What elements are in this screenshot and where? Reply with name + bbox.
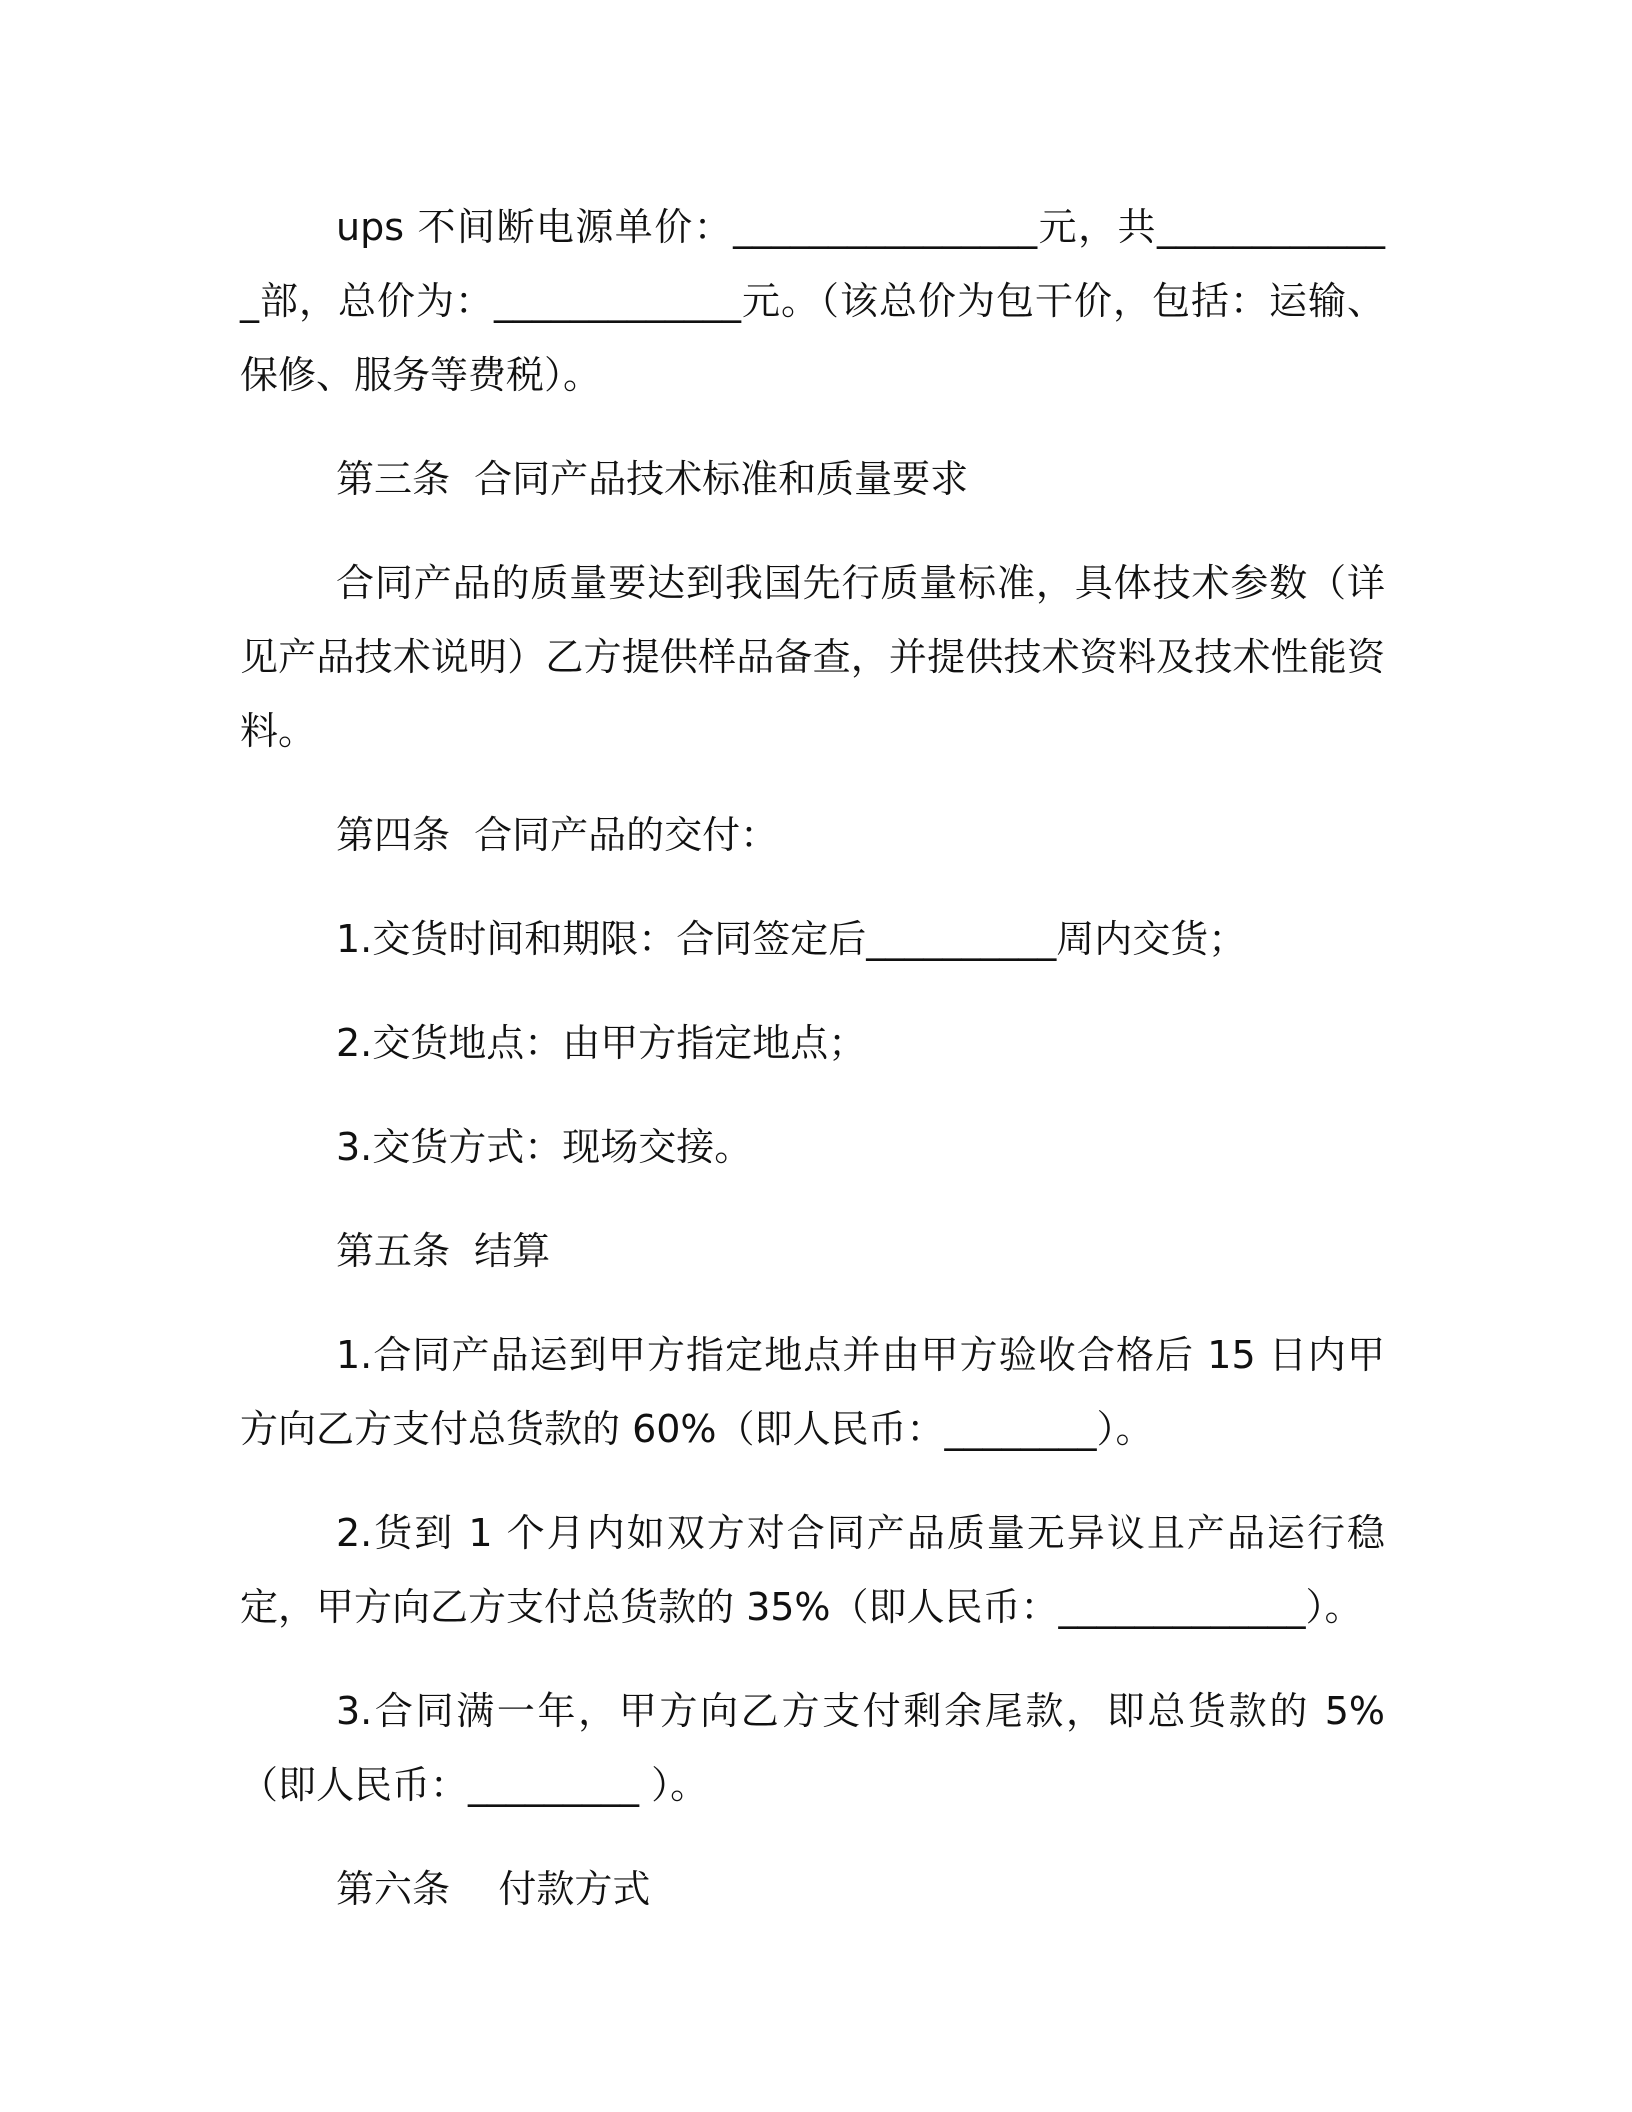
article-4-heading: 第四条 合同产品的交付：: [336, 813, 779, 857]
article-3-body: 合同产品的质量要达到我国先行质量标准，具体技术参数（详见产品技术说明）乙方提供样品备查，并提供技术资料及技术性能资料。: [240, 561, 1385, 753]
article-6-heading: 第六条 付款方式: [336, 1867, 651, 1911]
article-3-heading: 第三条 合同产品技术标准和质量要求: [336, 457, 969, 501]
article-4-item-3: 3.交货方式：现场交接。: [336, 1125, 753, 1169]
document-body: [240, 190, 1385, 1956]
article-5-item-3: 3.合同满一年，甲方向乙方支付剩余尾款，即总货款的 5%（即人民币：_________ ）。: [240, 1689, 1385, 1807]
article-5-item-1: 1.合同产品运到甲方指定地点并由甲方验收合格后 15 日内甲方向乙方支付总货款的 60%（即人民币：________）。: [240, 1333, 1385, 1451]
ups-price-paragraph: ups 不间断电源单价：________________元，共_____________部，总价为：_____________元。（该总价为包干价，包括：运输、保修、服务等费税）。: [240, 205, 1385, 397]
article-5-item-2: 2.货到 1 个月内如双方对合同产品质量无异议且产品运行稳定，甲方向乙方支付总货款的 35%（即人民币：_____________）。: [240, 1511, 1385, 1629]
article-5-heading: 第五条 结算: [336, 1229, 551, 1273]
article-4-item-1: 1.交货时间和期限：合同签定后__________周内交货；: [336, 917, 1247, 961]
article-4-item-2: 2.交货地点：由甲方指定地点；: [336, 1021, 867, 1065]
